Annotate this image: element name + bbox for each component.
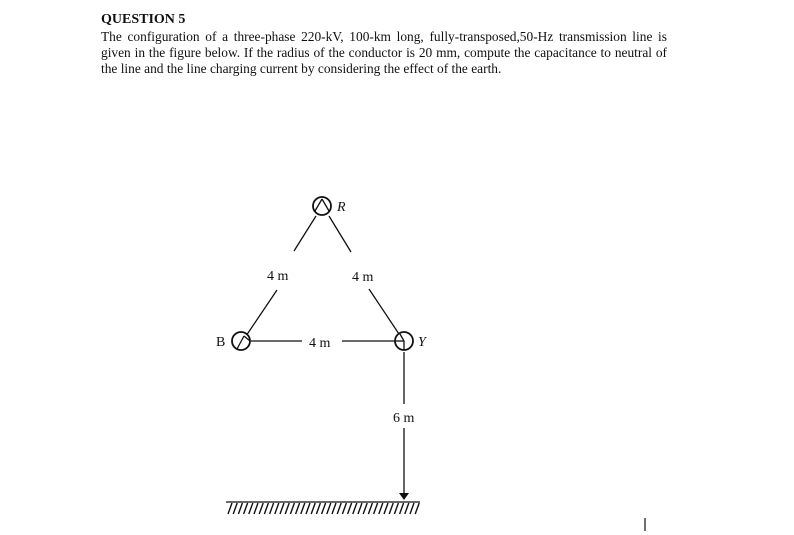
conductor-b	[232, 332, 250, 350]
line-r-b-upper	[294, 216, 316, 251]
height-arrowhead	[399, 493, 409, 500]
conductor-r-label: R	[337, 200, 346, 215]
conductor-y	[395, 332, 413, 350]
conductor-y-label: Y	[418, 335, 426, 350]
conductor-r	[313, 197, 331, 215]
line-r-y-lower	[369, 289, 399, 334]
line-r-y-upper	[329, 216, 351, 252]
line-r-b-lower	[246, 290, 277, 336]
question-title: QUESTION 5	[101, 12, 186, 27]
question-text: The configuration of a three-phase 220-kV, 100-km long, fully-transposed,50-Hz transmission line is given in the figure below. If the radius of the conductor is 20 mm, compute the capacitance to neutral of the line and the line charging current by considering the effect of the earth.	[101, 29, 667, 76]
distance-b-y-label: 4 m	[309, 336, 331, 351]
distance-r-b-label: 4 m	[267, 269, 289, 284]
ground-hatching	[226, 502, 420, 514]
height-y-label: 6 m	[393, 411, 415, 426]
distance-r-y-label: 4 m	[352, 270, 374, 285]
conductor-b-label: B	[216, 335, 226, 350]
